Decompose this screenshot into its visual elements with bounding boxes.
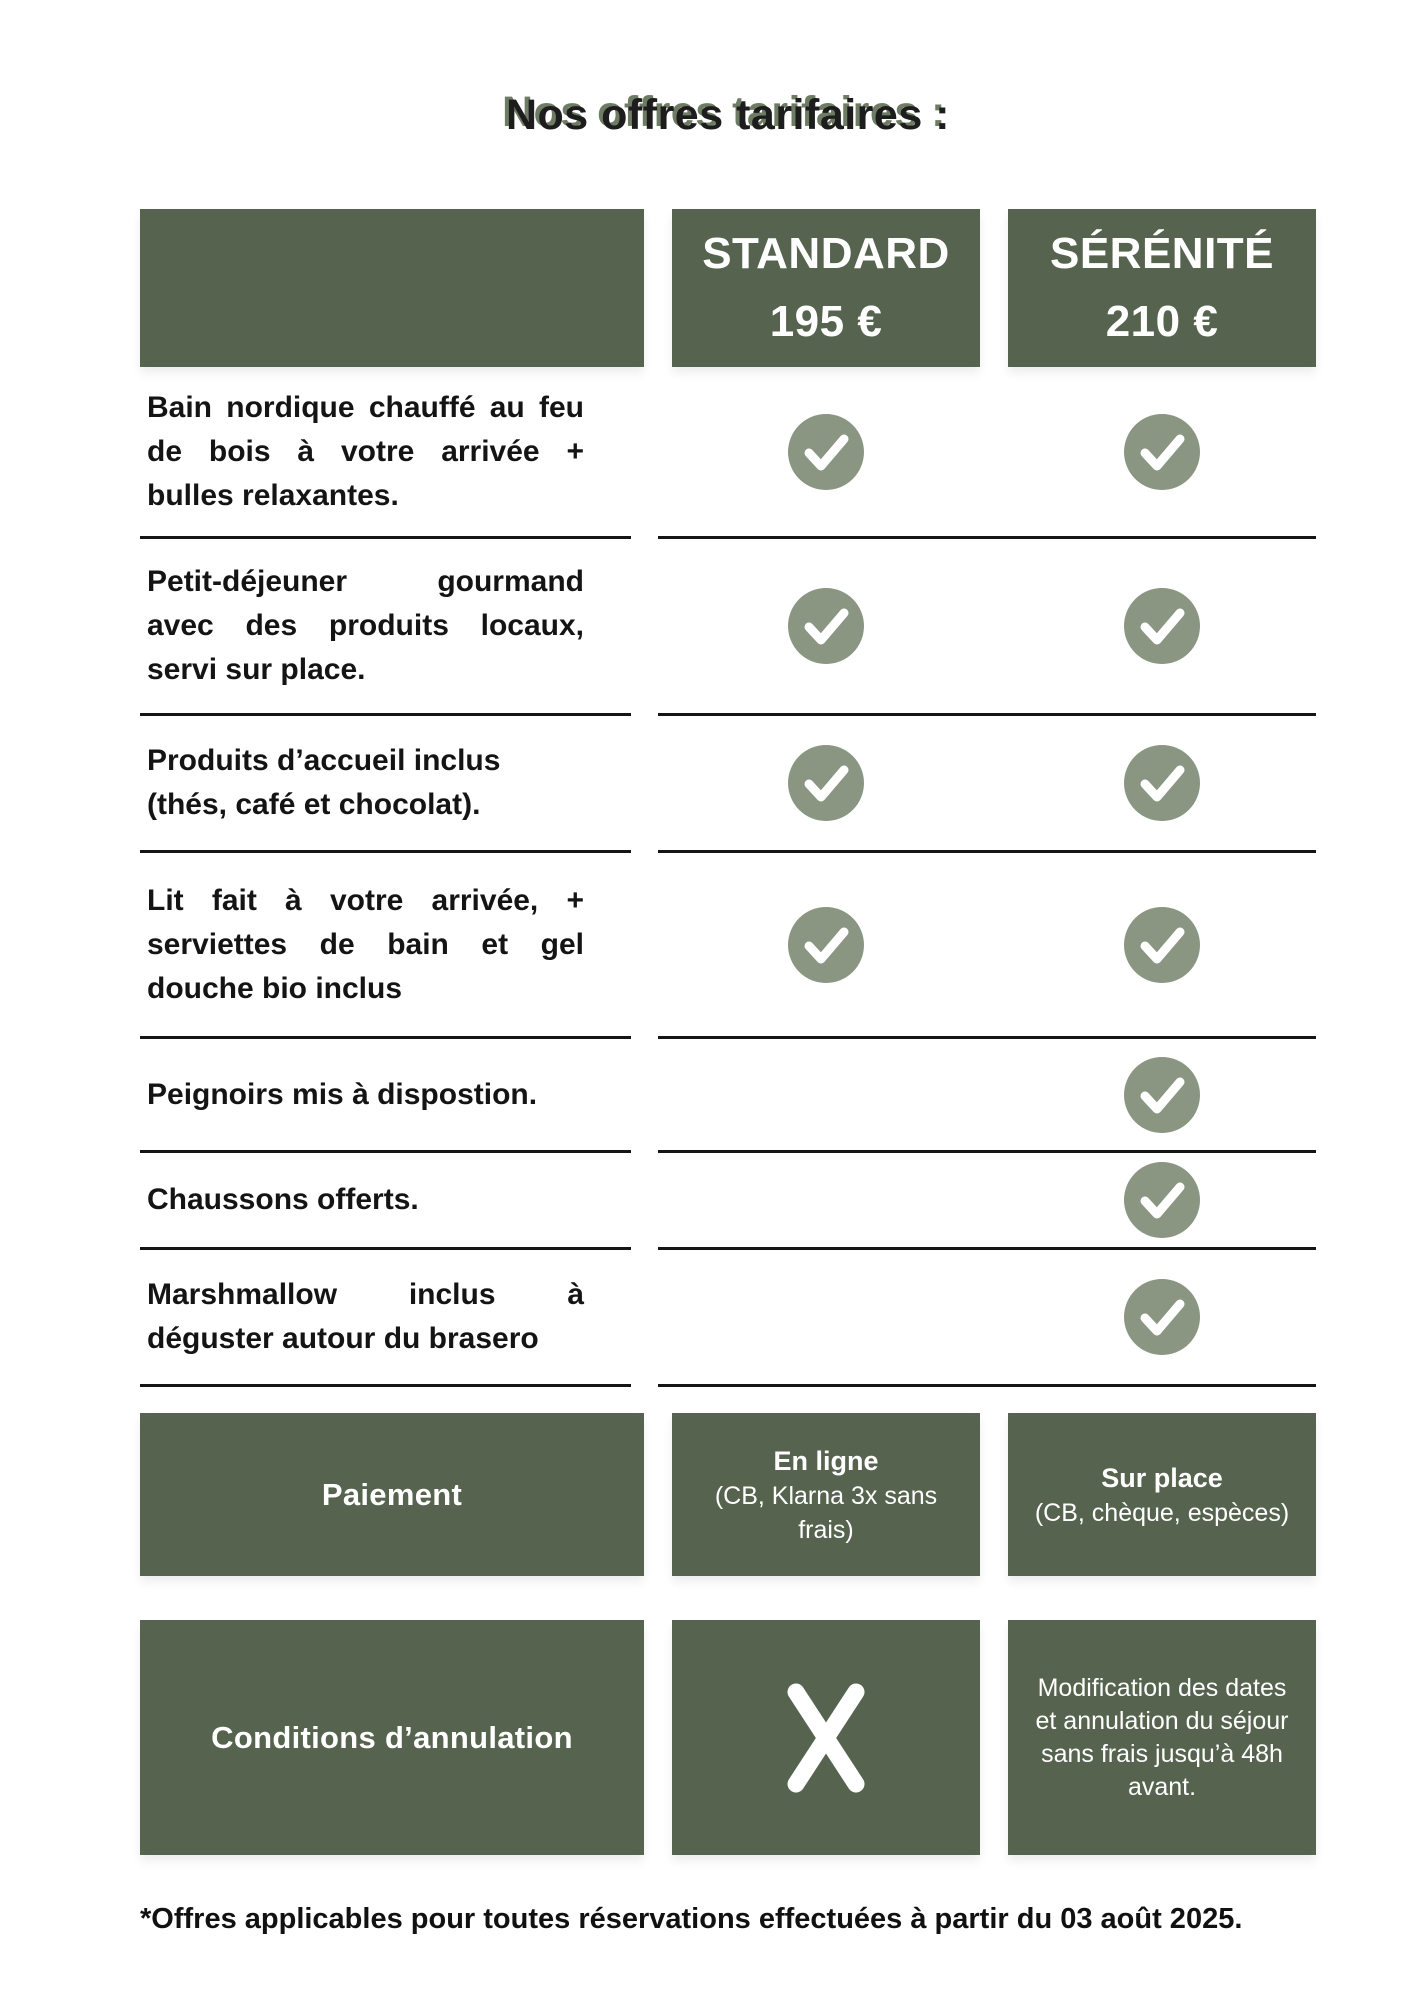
footnote: *Offres applicables pour toutes réservations effectuées à partir du 03 août 2025. (140, 1903, 1243, 1935)
cancellation-label-block (140, 1620, 644, 1855)
cancellation-serenite-text: Modification des dates et annulation du séjour (1035, 1673, 1289, 1735)
divider-label-segment (140, 1036, 631, 1039)
feature-row (140, 1250, 1316, 1384)
row-divider (140, 1384, 1316, 1387)
feature-row (140, 539, 1316, 713)
feature-label: Produits d’accueil inclus (thés, café et chocolat). (147, 744, 501, 821)
row-divider (140, 1247, 1316, 1250)
feature-label: Petit-déjeuner gourmand avec des produits locaux, servi sur place. (147, 565, 584, 686)
divider-plans-segment (658, 850, 1316, 853)
page-title: Nos offres tarifaires : (505, 91, 951, 139)
cancellation-serenite-text-bold: sans frais jusqu’à 48h avant. (1041, 1739, 1283, 1801)
plan-price-serenite: 210 € (1105, 297, 1219, 346)
x-icon (774, 1677, 878, 1799)
divider-plans-segment (658, 1150, 1316, 1153)
feature-row (140, 853, 1316, 1036)
payment-label-block (140, 1413, 644, 1576)
feature-standard-cell (672, 588, 980, 664)
feature-row (140, 1039, 1316, 1150)
feature-serenite-cell (1008, 1162, 1316, 1238)
plan-name-serenite: SÉRÉNITÉ (1049, 229, 1275, 278)
feature-serenite-cell (1008, 1057, 1316, 1133)
feature-serenite-cell (1008, 907, 1316, 983)
row-divider (140, 536, 1316, 539)
payment-serenite-detail: (CB, chèque, espèces) (1034, 1498, 1290, 1527)
check-icon (1124, 745, 1200, 821)
feature-label: Peignoirs mis à dispostion. (147, 1077, 538, 1111)
check-icon (788, 414, 864, 490)
row-divider (140, 1036, 1316, 1039)
check-icon (1124, 907, 1200, 983)
payment-standard-detail: (CB, Klarna 3x sans frais) (714, 1481, 938, 1544)
divider-label-segment (140, 850, 631, 853)
check-icon (788, 745, 864, 821)
feature-rows (140, 367, 1316, 1387)
feature-standard-cell (672, 745, 980, 821)
divider-label-segment (140, 1384, 631, 1387)
feature-label: Bain nordique chauffé au feu de bois à votre arrivée + bulles relaxantes. (147, 390, 584, 512)
feature-label: Chaussons offerts. (147, 1183, 419, 1216)
header-plan-serenite (1008, 209, 1316, 367)
check-icon (1124, 1279, 1200, 1355)
feature-serenite-cell (1008, 588, 1316, 664)
row-divider (140, 1150, 1316, 1153)
feature-serenite-cell (1008, 414, 1316, 490)
check-icon (1124, 1057, 1200, 1133)
plan-name-standard: STANDARD (702, 229, 950, 278)
check-icon (788, 588, 864, 664)
divider-plans-segment (658, 1036, 1316, 1039)
divider-plans-segment (658, 1384, 1316, 1387)
check-icon (1124, 1162, 1200, 1238)
feature-label: Lit fait à votre arrivée, + serviettes de bain et gel douche bio inclus (147, 883, 584, 1005)
feature-row (140, 367, 1316, 536)
check-icon (788, 907, 864, 983)
divider-plans-segment (658, 713, 1316, 716)
feature-row (140, 1153, 1316, 1247)
feature-serenite-cell (1008, 745, 1316, 821)
feature-label: Marshmallow inclus à déguster autour du brasero (147, 1278, 584, 1355)
cancellation-standard-block (672, 1620, 980, 1855)
header-empty-block (140, 209, 644, 367)
feature-row (140, 716, 1316, 850)
row-divider (140, 713, 1316, 716)
check-icon (1124, 588, 1200, 664)
payment-row (140, 1413, 1316, 1576)
header-plan-standard (672, 209, 980, 367)
divider-label-segment (140, 713, 631, 716)
check-icon (1124, 414, 1200, 490)
divider-plans-segment (658, 536, 1316, 539)
plan-price-standard: 195 € (769, 297, 883, 346)
payment-standard-title: En ligne (773, 1445, 879, 1476)
cancellation-serenite-block (1008, 1620, 1316, 1855)
table-header (140, 209, 1316, 367)
divider-label-segment (140, 1247, 631, 1250)
payment-label: Paiement (321, 1476, 463, 1512)
row-divider (140, 850, 1316, 853)
cancellation-label: Conditions d’annulation (211, 1719, 573, 1755)
divider-label-segment (140, 1150, 631, 1153)
divider-label-segment (140, 536, 631, 539)
feature-standard-cell (672, 414, 980, 490)
payment-standard-block (672, 1413, 980, 1576)
payment-serenite-block (1008, 1413, 1316, 1576)
feature-standard-cell (672, 907, 980, 983)
cancellation-row (140, 1620, 1316, 1855)
content-area (140, 0, 1316, 1936)
feature-serenite-cell (1008, 1279, 1316, 1355)
payment-serenite-title: Sur place (1101, 1462, 1223, 1493)
divider-plans-segment (658, 1247, 1316, 1250)
